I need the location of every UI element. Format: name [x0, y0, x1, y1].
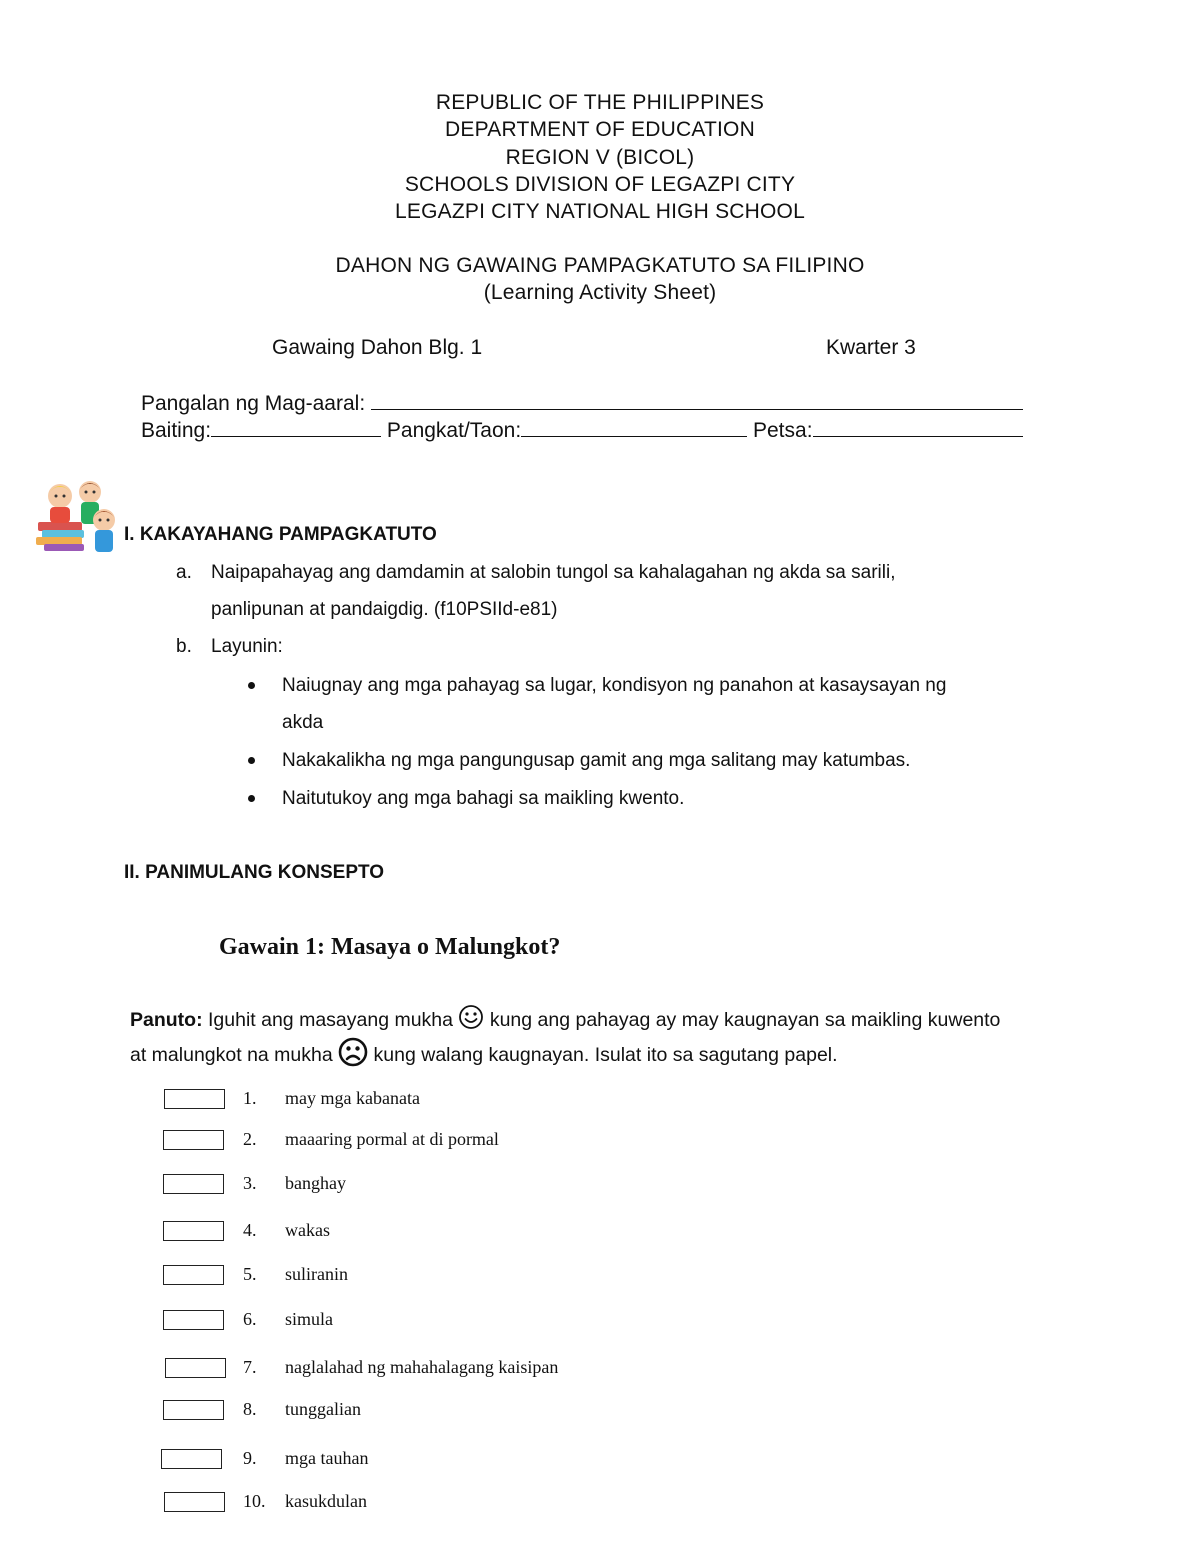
- item-a-line2: panlipunan at pandaigdig. (f10PSIId-e81): [211, 599, 558, 620]
- header-region: REGION V (BICOL): [505, 146, 695, 169]
- instruction-label: Panuto:: [130, 1009, 203, 1031]
- item-b-marker: b.: [176, 636, 192, 657]
- smiley-face-icon: [458, 1004, 484, 1036]
- item-text: suliranin: [285, 1264, 348, 1284]
- bullet-icon: [248, 682, 255, 689]
- item-number: 10.: [243, 1491, 266, 1511]
- section1-heading: I. KAKAYAHANG PAMPAGKATUTO: [124, 524, 437, 545]
- instruction-text-4: kung walang kaugnayan. Isulat ito sa sagutang papel.: [368, 1044, 838, 1066]
- answer-box[interactable]: [163, 1174, 224, 1194]
- item-number: 8.: [243, 1399, 257, 1419]
- header-republic: REPUBLIC OF THE PHILIPPINES: [435, 91, 765, 114]
- answer-box[interactable]: [163, 1221, 224, 1241]
- answer-box[interactable]: [164, 1089, 225, 1109]
- student-name-field[interactable]: [371, 389, 1023, 410]
- answer-box[interactable]: [163, 1310, 224, 1330]
- bullet-icon: [248, 757, 255, 764]
- item-number: 6.: [243, 1309, 257, 1329]
- sad-face-icon: [338, 1037, 368, 1073]
- activity-title: Gawain 1: Masaya o Malungkot?: [219, 934, 561, 960]
- answer-box[interactable]: [163, 1130, 224, 1150]
- sheet-title: DAHON NG GAWAING PAMPAGKATUTO SA FILIPINO: [335, 254, 865, 277]
- date-label: Petsa:: [753, 419, 813, 442]
- section-label: Pangkat/Taon:: [386, 419, 522, 442]
- item-text: maaaring pormal at di pormal: [285, 1129, 499, 1149]
- sheet-number: Gawaing Dahon Blg. 1: [272, 336, 483, 359]
- item-number: 7.: [243, 1357, 257, 1377]
- item-a-marker: a.: [176, 562, 192, 583]
- section-field[interactable]: [521, 416, 747, 437]
- grade-field[interactable]: [211, 416, 381, 437]
- sheet-subtitle: (Learning Activity Sheet): [483, 281, 717, 304]
- header-division: SCHOOLS DIVISION OF LEGAZPI CITY: [404, 173, 796, 196]
- item-number: 1.: [243, 1088, 257, 1108]
- bullet-icon: [248, 795, 255, 802]
- objective-3: Naitutukoy ang mga bahagi sa maikling kwento.: [282, 788, 685, 809]
- objective-1-cont: akda: [282, 712, 324, 733]
- header-school: LEGAZPI CITY NATIONAL HIGH SCHOOL: [395, 200, 805, 223]
- grade-label: Baiting:: [141, 419, 212, 442]
- answer-box[interactable]: [165, 1358, 226, 1378]
- item-number: 4.: [243, 1220, 257, 1240]
- item-text: kasukdulan: [285, 1491, 367, 1511]
- item-text: wakas: [285, 1220, 330, 1240]
- children-reading-illustration: [30, 474, 124, 560]
- item-text: naglalahad ng mahahalagang kaisipan: [285, 1357, 559, 1377]
- instruction-line1: [130, 1004, 1000, 1036]
- instruction-line2: [130, 1037, 838, 1073]
- section2-heading: II. PANIMULANG KONSEPTO: [124, 862, 385, 883]
- item-number: 3.: [243, 1173, 257, 1193]
- answer-box[interactable]: [163, 1265, 224, 1285]
- instruction-text-3: at malungkot na mukha: [130, 1044, 339, 1066]
- item-number: 2.: [243, 1129, 257, 1149]
- item-text: mga tauhan: [285, 1448, 369, 1468]
- item-text: simula: [285, 1309, 333, 1329]
- instruction-text-1: Iguhit ang masayang mukha: [202, 1009, 459, 1031]
- item-a-line1: Naipapahayag ang damdamin at salobin tungol sa kahalagahan ng akda sa sarili,: [211, 562, 896, 583]
- answer-box[interactable]: [163, 1400, 224, 1420]
- header-department: DEPARTMENT OF EDUCATION: [445, 118, 755, 141]
- student-name-label: Pangalan ng Mag-aaral:: [141, 392, 366, 415]
- student-name-row: [141, 389, 1023, 417]
- answer-box[interactable]: [164, 1492, 225, 1512]
- quarter-label: Kwarter 3: [826, 336, 916, 359]
- item-text: may mga kabanata: [285, 1088, 420, 1108]
- item-number: 5.: [243, 1264, 257, 1284]
- item-text: banghay: [285, 1173, 346, 1193]
- item-text: tunggalian: [285, 1399, 361, 1419]
- item-number: 9.: [243, 1448, 257, 1468]
- instruction-text-2: kung ang pahayag ay may kaugnayan sa maikling kuwento: [484, 1009, 1001, 1031]
- objective-1: Naiugnay ang mga pahayag sa lugar, kondisyon ng panahon at kasaysayan ng: [282, 675, 947, 696]
- item-b-label: Layunin:: [211, 636, 283, 657]
- date-field[interactable]: [813, 416, 1023, 437]
- student-info-row: [141, 416, 1023, 444]
- objective-2: Nakakalikha ng mga pangungusap gamit ang mga salitang may katumbas.: [282, 750, 911, 771]
- answer-box[interactable]: [161, 1449, 222, 1469]
